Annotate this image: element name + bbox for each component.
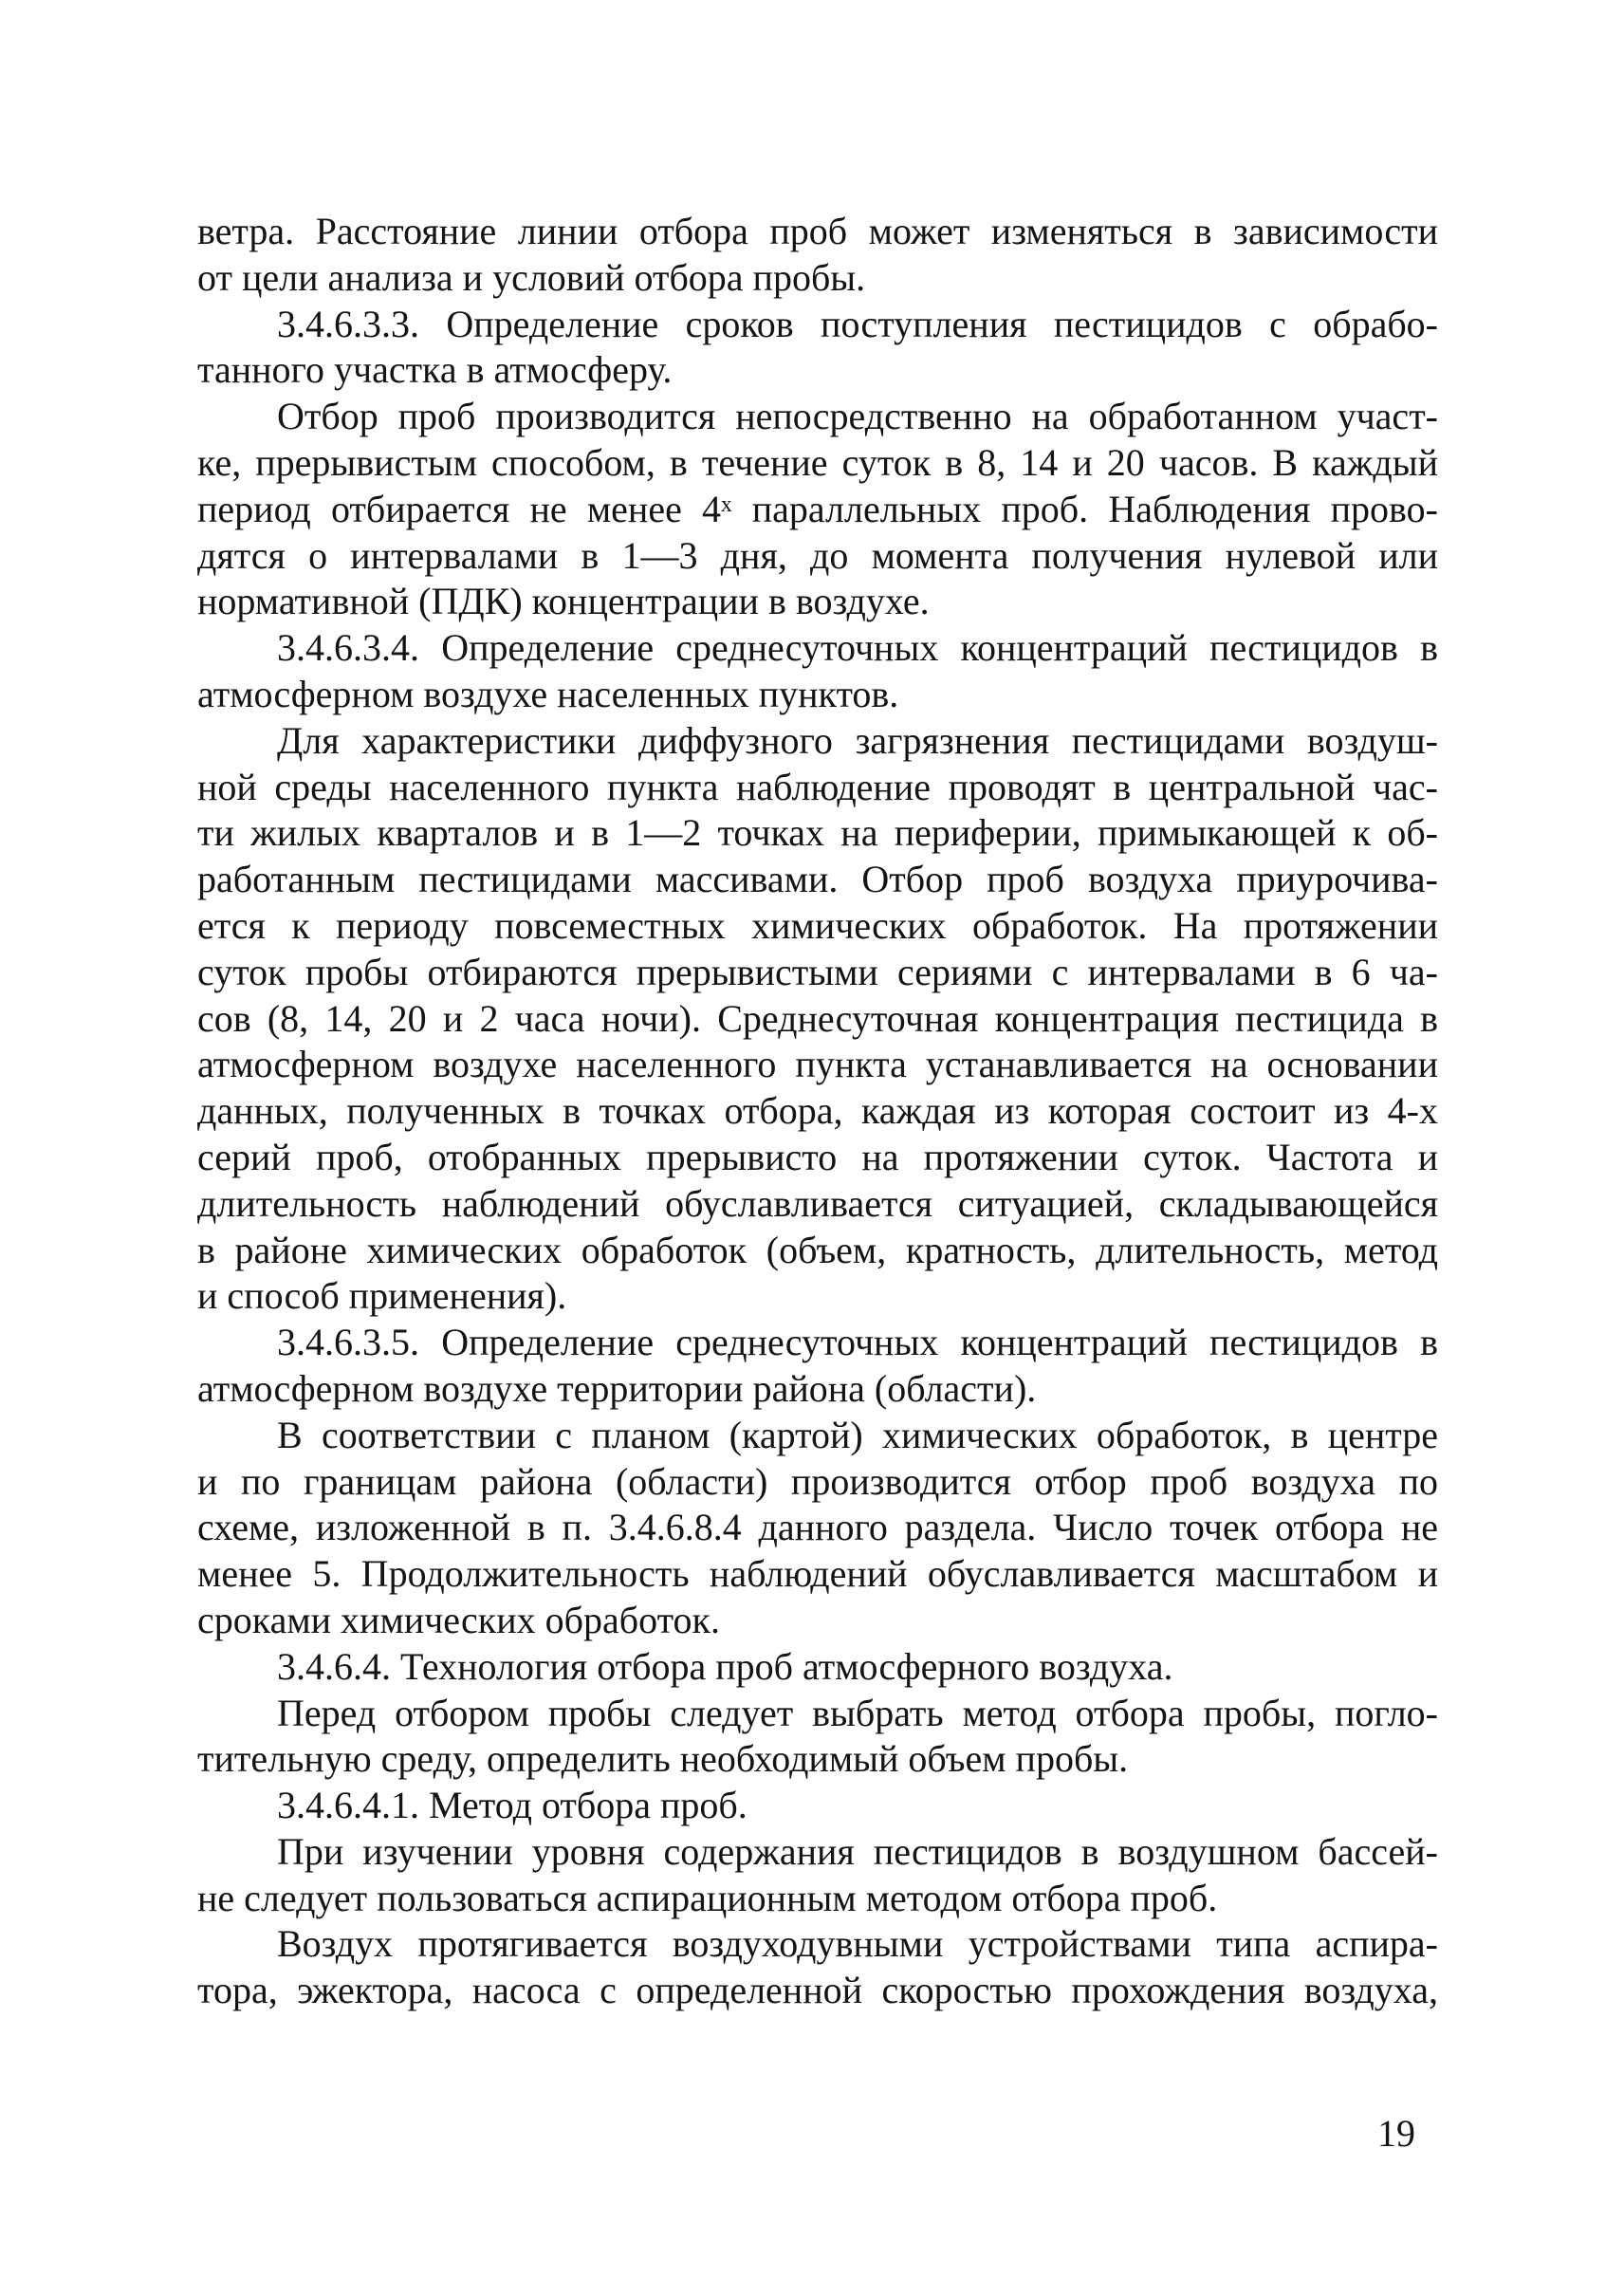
document-page	[197, 209, 1438, 2014]
text-line: Перед отбором пробы следует выбрать метод отбора пробы, погло-	[277, 1691, 1438, 1734]
text-line: серий проб, отобранных прерывисто на протяжении суток. Частота и	[197, 1135, 1438, 1178]
text-line: ется к периоду повсеместных химических обработок. На протяжении	[197, 903, 1438, 947]
text-line: работанным пестицидами массивами. Отбор проб воздуха приурочива-	[197, 858, 1438, 901]
text-line: нормативной (ПДК) концентрации в воздухе.	[197, 580, 930, 623]
text-line: менее 5. Продолжительность наблюдений обуславливается масштабом и	[197, 1552, 1438, 1596]
text-line: длительность наблюдений обуславливается ситуацией, складывающейся	[197, 1181, 1438, 1225]
text-line: 3.4.6.3.4. Определение среднесуточных концентраций пестицидов в	[277, 626, 1438, 670]
text-line: 3.4.6.3.3. Определение сроков поступления пестицидов с обрабо-	[277, 302, 1438, 345]
text-line: сроками химических обработок.	[197, 1598, 720, 1641]
text-line: суток пробы отбираются прерывистыми сериями с интервалами в 6 ча-	[197, 950, 1438, 993]
text-line: сов (8, 14, 20 и 2 часа ночи). Среднесуточная концентрация пестицида в	[197, 996, 1438, 1040]
text-line: и по границам района (области) производится отбор проб воздуха по	[197, 1459, 1438, 1503]
text-line: ке, прерывистым способом, в течение суток в 8, 14 и 20 часов. В каждый	[197, 440, 1438, 484]
text-line: ти жилых кварталов и в 1—2 точках на периферии, примыкающей к об-	[197, 811, 1438, 855]
text-line: Для характеристики диффузного загрязнения пестицидами воздуш-	[277, 718, 1438, 762]
text-line: атмосферном воздухе территории района (области).	[197, 1366, 1037, 1410]
text-line: В соответствии с планом (картой) химических обработок, в центре	[277, 1413, 1438, 1456]
text-line: не следует пользоваться аспирационным методом отбора проб.	[197, 1876, 1218, 1919]
text-line: схеме, изложенной в п. 3.4.6.8.4 данного раздела. Число точек отбора не	[197, 1506, 1438, 1549]
text-line: дятся о интервалами в 1—3 дня, до момента получения нулевой или	[197, 533, 1438, 577]
text-line: атмосферном воздухе населенного пункта устанавливается на основании	[197, 1043, 1438, 1086]
text-body	[197, 209, 1438, 2014]
text-line: от цели анализа и условий отбора пробы.	[197, 255, 866, 299]
text-line: ветра. Расстояние линии отбора проб может изменяться в зависимости	[197, 210, 1438, 252]
text-line: данных, полученных в точках отбора, каждая из которая состоит из 4-х	[197, 1089, 1438, 1133]
text-line: Воздух протягивается воздуходувными устройствами типа аспира-	[277, 1922, 1438, 1966]
text-line: Отбор проб производится непосредственно на обработанном участ-	[277, 395, 1438, 438]
text-line: и способ применения).	[197, 1274, 567, 1318]
text-line: 3.4.6.3.5. Определение среднесуточных концентраций пестицидов в	[277, 1321, 1438, 1364]
text-line: атмосферном воздухе населенных пунктов.	[197, 672, 899, 715]
text-line: в районе химических обработок (объем, кратность, длительность, метод	[197, 1228, 1438, 1271]
text-line: При изучении уровня содержания пестицидов в воздушном бассей-	[277, 1829, 1438, 1873]
text-line: тора, эжектора, насоса с определенной скоростью прохождения воздуха,	[197, 1969, 1438, 2012]
text-line: тительную среду, определить необходимый объем пробы.	[197, 1737, 1129, 1781]
text-line: танного участка в атмосферу.	[197, 348, 673, 392]
text-line: 3.4.6.4.1. Метод отбора проб.	[277, 1784, 747, 1827]
text-line: период отбирается не менее 4ˣ параллельных проб. Наблюдения прово-	[197, 487, 1438, 530]
page-number: 19	[1377, 2112, 1415, 2155]
text-line: ной среды населенного пункта наблюдение проводят в центральной час-	[197, 765, 1438, 808]
text-line: 3.4.6.4. Технология отбора проб атмосферного воздуха.	[277, 1644, 1173, 1688]
